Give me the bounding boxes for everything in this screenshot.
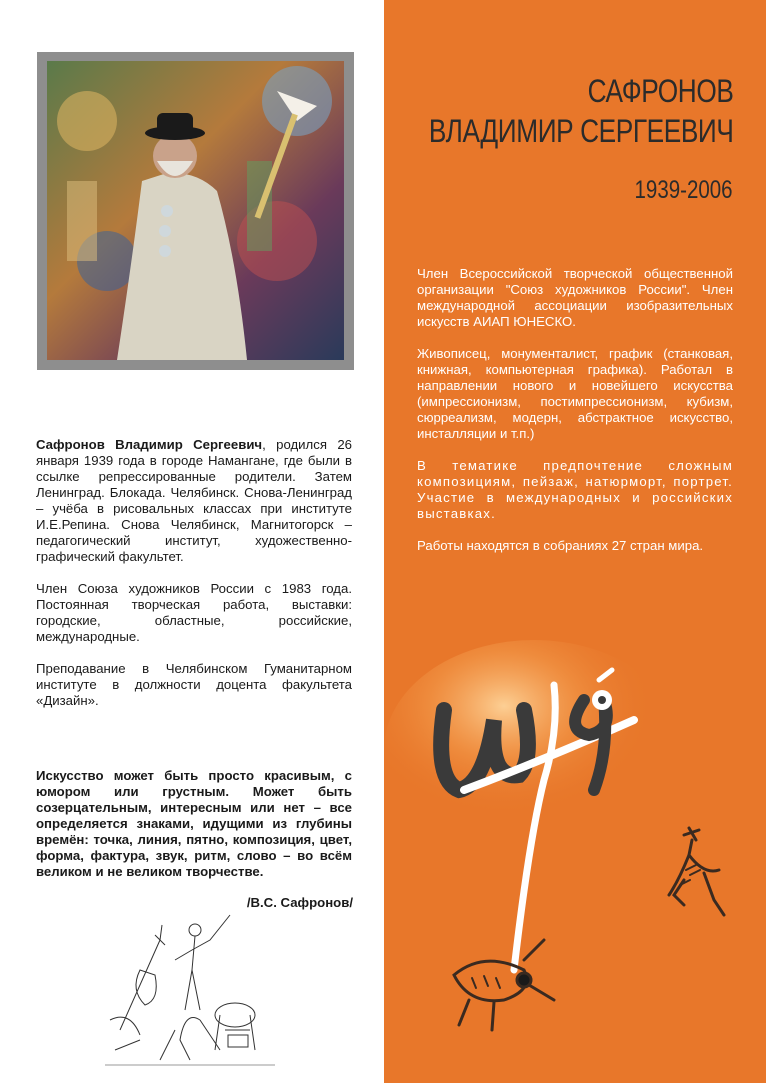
- description-paragraph-2: Живописец, монументалист, график (станковая, книжная, компьютерная графика). Работал в направлении нового и новейшего искусства (импрессионизм, постимпрессионизм, кубизм, сюрреализм, модерн, абстрактное искусство, инсталляции и т.п.): [417, 346, 733, 441]
- description-paragraph-4: Работы находятся в собраниях 27 стран мира.: [417, 538, 704, 553]
- description-paragraph-3: В тематике предпочтение сложным композициям, пейзаж, натюрморт, портрет. Участие в международных и российских выставках.: [417, 458, 733, 521]
- life-years: 1939-2006: [634, 176, 733, 204]
- artist-description: [417, 266, 733, 570]
- bio-paragraph-2: Член Союза художников России с 1983 года. Постоянная творческая работа, выставки: городские, областные, российские, международные.: [36, 581, 352, 644]
- bio-paragraph-3: Преподавание в Челябинском Гуманитарном институте в должности доцента факультета «Дизайн».: [36, 661, 352, 708]
- description-paragraph-1: Член Всероссийской творческой общественной организации "Союз художников России". Член международной ассоциации изобразительных искусств АИАП ЮНЕСКО.: [417, 266, 733, 329]
- bio-paragraph-1: [36, 437, 352, 565]
- artist-quote: Искусство может быть просто красивым, с юмором или грустным. Может быть созерцательным, интересным или нет – все определяется знаками, идущими из глубины времён: точка, линия, пятно, композиция, цвет, форма, фактура, звук, ритм, слово – во всём великом и не великом творчестве.: [36, 768, 352, 879]
- quote-author: /В.С. Сафронов/: [246, 895, 353, 910]
- artist-name-title: [362, 71, 733, 151]
- title-surname: САФРОНОВ: [587, 73, 733, 109]
- title-name: ВЛАДИМИР СЕРГЕЕВИЧ: [428, 113, 733, 149]
- biography: [36, 437, 352, 725]
- bio-p1-text: , родился 26 января 1939 года в городе Намангане, где были в ссылке репрессированные родители. Затем Ленинград. Блокада. Челябинск. Снова-Ленинград – учёба в рисовальных классах при институте И.Е.Репина. Снова Челябинск, Магнитогорск – педагогический институт, художественно- графический факультет.: [36, 437, 353, 564]
- calligraphy-logo: [384, 640, 766, 1083]
- artist-photo-frame: [37, 52, 354, 370]
- don-quixote-sketch: [100, 900, 280, 1070]
- artist-photo: [47, 61, 344, 360]
- bio-name: Сафронов Владимир Сергеевич: [36, 437, 263, 452]
